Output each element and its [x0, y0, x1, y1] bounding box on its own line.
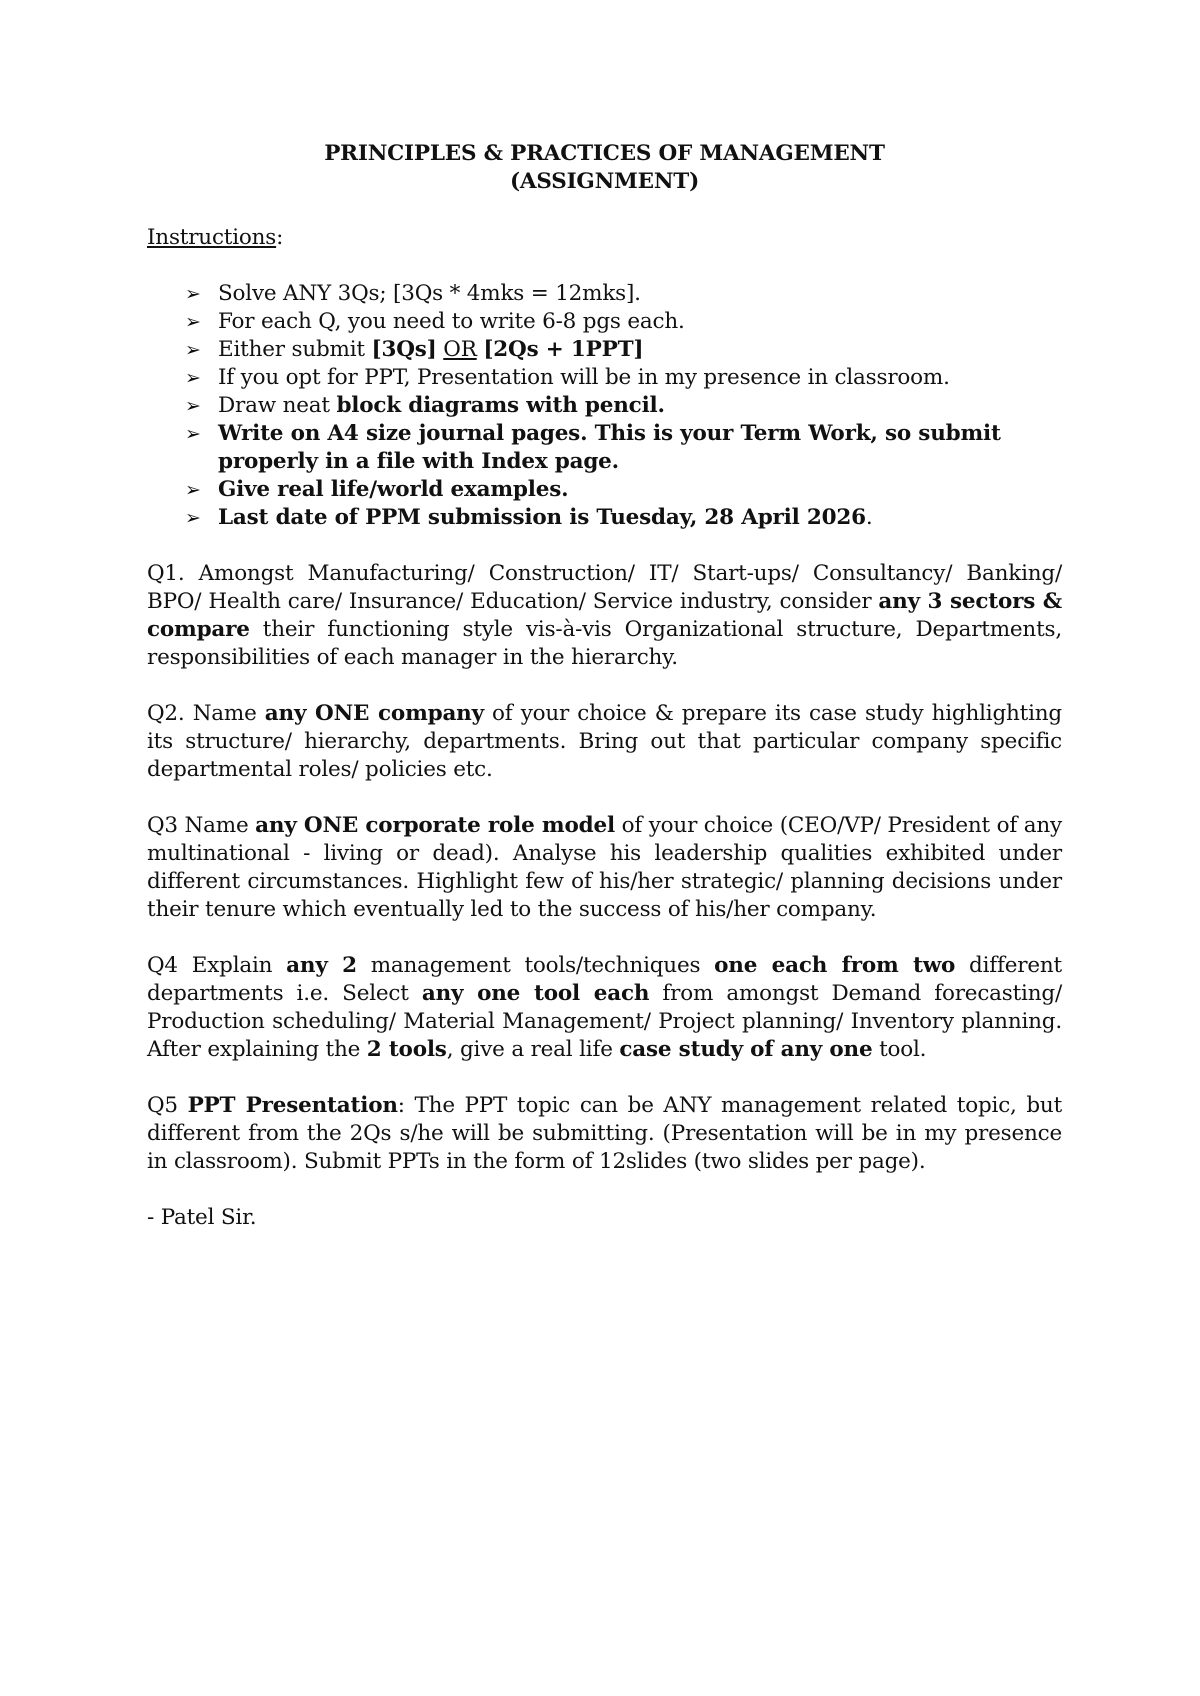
arrow-bullet-icon: ➢: [185, 423, 201, 445]
instruction-text: Draw neat: [218, 393, 337, 418]
instruction-item: [185, 476, 1062, 504]
question-text: Q5: [147, 1093, 188, 1118]
question-text: , give a real life: [446, 1037, 620, 1062]
instructions-list: [147, 280, 1062, 532]
instruction-item: [185, 280, 1062, 308]
question-emphasis: 2 tools: [366, 1037, 447, 1062]
title-line-1: PRINCIPLES & PRACTICES OF MANAGEMENT: [324, 141, 885, 166]
instruction-emphasis: [3Qs]: [371, 337, 437, 362]
signature: - Patel Sir.: [147, 1205, 257, 1230]
arrow-bullet-icon: ➢: [185, 283, 201, 305]
question-text: Q4 Explain: [147, 953, 287, 978]
question-text: Q2. Name: [147, 701, 265, 726]
instruction-text: Solve ANY 3Qs; [3Qs * 4mks = 12mks].: [218, 281, 641, 306]
instruction-item: [185, 392, 1062, 420]
question-emphasis: any ONE company: [264, 701, 484, 726]
question-text: management tools/techniques: [356, 953, 715, 978]
document-title: [147, 140, 1062, 196]
arrow-bullet-icon: ➢: [185, 311, 201, 333]
question-3: [147, 812, 1062, 924]
question-5: [147, 1092, 1062, 1176]
instruction-item: [185, 504, 1062, 532]
instruction-text: For each Q, you need to write 6-8 pgs each.: [218, 309, 685, 334]
question-text: of your choice (CEO/VP/ President of any multinational - living or dead). Analyse his leadership qualities exhibited under different circumstances. Highlight few of his/her strategic/ planning decisions under their tenure which eventually led to the success of his/her company.: [147, 813, 1063, 922]
question-text: : The PPT topic can be ANY management related topic, but different from the 2Qs s/he will be submitting. (Presentation will be in my presence in classroom). Submit PPTs in the form of 12slides (two slides per page).: [147, 1093, 1063, 1174]
question-text: tool.: [872, 1037, 927, 1062]
assignment-page: [147, 140, 1062, 1232]
question-emphasis: any 2: [286, 953, 357, 978]
question-emphasis: one each from two: [714, 953, 956, 978]
instruction-emphasis: [2Qs + 1PPT]: [483, 337, 644, 362]
question-emphasis: any 3 sectors & compare: [147, 589, 1062, 642]
instruction-item: [185, 308, 1062, 336]
instruction-emphasis: Write on A4 size journal pages. This is your Term Work, so submit properly in a file with Index page.: [218, 421, 1001, 474]
question-text: of your choice & prepare its case study highlighting its structure/ hierarchy, departments. Bring out that particular company specific departmental roles/ policies etc.: [147, 701, 1062, 782]
instruction-text: .: [865, 505, 873, 530]
question-2: [147, 700, 1062, 784]
arrow-bullet-icon: ➢: [185, 339, 201, 361]
instructions-heading: Instructions: [147, 225, 277, 250]
instruction-text: Either submit: [218, 337, 372, 362]
instruction-text: If you opt for PPT, Presentation will be in my presence in classroom.: [218, 365, 950, 390]
question-text: Q1. Amongst Manufacturing/ Construction/ IT/ Start-ups/ Consultancy/ Banking/ BPO/ Health care/ Insurance/ Education/ Service industry, consider: [147, 561, 1062, 614]
question-emphasis: any one tool each: [421, 981, 650, 1006]
instruction-emphasis: block diagrams with pencil.: [336, 393, 665, 418]
question-text: different departments i.e. Select: [147, 953, 1062, 1006]
question-emphasis: PPT Presentation: [187, 1093, 398, 1118]
arrow-bullet-icon: ➢: [185, 367, 201, 389]
instruction-underlined: OR: [443, 337, 477, 362]
question-emphasis: case study of any one: [619, 1037, 873, 1062]
question-text: from amongst Demand forecasting/ Production scheduling/ Material Management/ Project planning/ Inventory planning. After explaining the: [147, 981, 1062, 1062]
instruction-emphasis: Last date of PPM submission is Tuesday, 28 April 2026: [218, 505, 866, 530]
arrow-bullet-icon: ➢: [185, 507, 201, 529]
title-line-2: (ASSIGNMENT): [509, 169, 700, 194]
question-emphasis: any ONE corporate role model: [255, 813, 615, 838]
instruction-item: [185, 336, 1062, 364]
arrow-bullet-icon: ➢: [185, 395, 201, 417]
instructions-heading-row: [147, 196, 1062, 252]
question-4: [147, 952, 1062, 1064]
question-1: [147, 560, 1062, 672]
instruction-emphasis: Give real life/world examples.: [218, 477, 569, 502]
instruction-item: [185, 420, 1062, 476]
arrow-bullet-icon: ➢: [185, 479, 201, 501]
question-text: Q3 Name: [147, 813, 256, 838]
instruction-item: [185, 364, 1062, 392]
question-text: their functioning style vis-à-vis Organizational structure, Departments, responsibilities of each manager in the hierarchy.: [147, 617, 1062, 670]
instructions-colon: :: [276, 225, 284, 250]
